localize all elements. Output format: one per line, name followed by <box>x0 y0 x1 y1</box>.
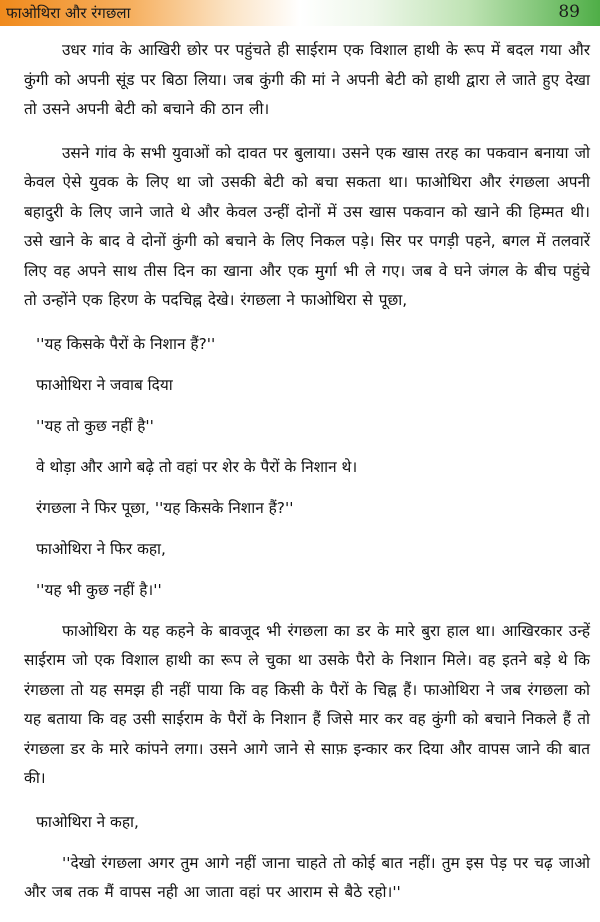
paragraph-2: उसने गांव के सभी युवाओं को दावत पर बुलाया। उसने एक खास तरह का पकवान बनाया जो केवल ऐसे युवक के लिए था जो उसकी बेटी को बचा सकता था। फाओथिरा और रंगछला अपनी बहादुरी के लिए जाने जाते थे और केवल उन्हीं दोनों में उस खास पकवान को खाने की हिम्मत थी। उसे खाने के बाद वे दोनों कुंगी को बचाने के लिए निकल पड़े। सिर पर पगड़ी पहने, बगल में तलवारें लिए वह अपने साथ तीस दिन का खाना और एक मुर्गा भी ले गए। जब वे घने जंगल के बीच पहुंचे तो उन्होंने एक हिरण के पदचिह्न देखे। रंगछला ने फाओथिरा से पूछा, <box>24 143 590 309</box>
dialogue-line-3: ''यह तो कुछ नहीं है'' <box>36 416 154 435</box>
dialogue-line-2: फाओथिरा ने जवाब दिया <box>36 375 173 394</box>
dialogue-line-8: फाओथिरा ने कहा, <box>36 812 139 831</box>
paragraph-3: फाओथिरा के यह कहने के बावजूद भी रंगछला का डर के मारे बुरा हाल था। आखिरकार उन्हें साईराम जो एक विशाल हाथी का रूप ले चुका था उसके पैरो के निशान मिले। वह इतने बड़े थे कि रंगछला तो यह समझ ही नहीं पाया कि वह किसी के पैरों के चिह्न हैं। फाओथिरा ने जब रंगछला को यह बताया कि वह उसी साईराम के पैरों के निशान हैं जिसे मार कर वह कुंगी को बचाने निकले हैं तो रंगछला डर के मारे कांपने लगा। उसने आगे जाने से साफ़ इन्कार कर दिया और वापस जाने की बात की। <box>24 621 590 787</box>
page-body <box>24 36 590 922</box>
running-title: फाओथिरा और रंगछला <box>6 4 131 22</box>
dialogue-line-5: रंगछला ने फिर पूछा, ''यह किसके निशान हैं?'' <box>36 498 294 517</box>
page-number: 89 <box>558 2 580 22</box>
dialogue-line-7: ''यह भी कुछ नहीं है।'' <box>36 580 162 599</box>
dialogue-line-4: वे थोड़ा और आगे बढ़े तो वहां पर शेर के पैरों के निशान थे। <box>36 457 358 476</box>
dialogue-line-1: ''यह किसके पैरों के निशान हैं?'' <box>36 334 216 353</box>
paragraph-4: ''देखो रंगछला अगर तुम आगे नहीं जाना चाहते तो कोई बात नहीं। तुम इस पेड़ पर चढ़ जाओ और जब तक मैं वापस नही आ जाता वहां पर आराम से बैठे रहो।'' <box>24 853 590 901</box>
paragraph-1: उधर गांव के आखिरी छोर पर पहुंचते ही साईराम एक विशाल हाथी के रूप में बदल गया और कुंगी को अपनी सूंड पर बिठा लिया। जब कुंगी की मां ने अपनी बेटी को हाथी द्वारा ले जाते हुए देखा तो उसने अपनी बेटी को बचाने की ठान ली। <box>24 41 590 118</box>
page-header <box>0 0 600 26</box>
dialogue-line-6: फाओथिरा ने फिर कहा, <box>36 539 166 558</box>
